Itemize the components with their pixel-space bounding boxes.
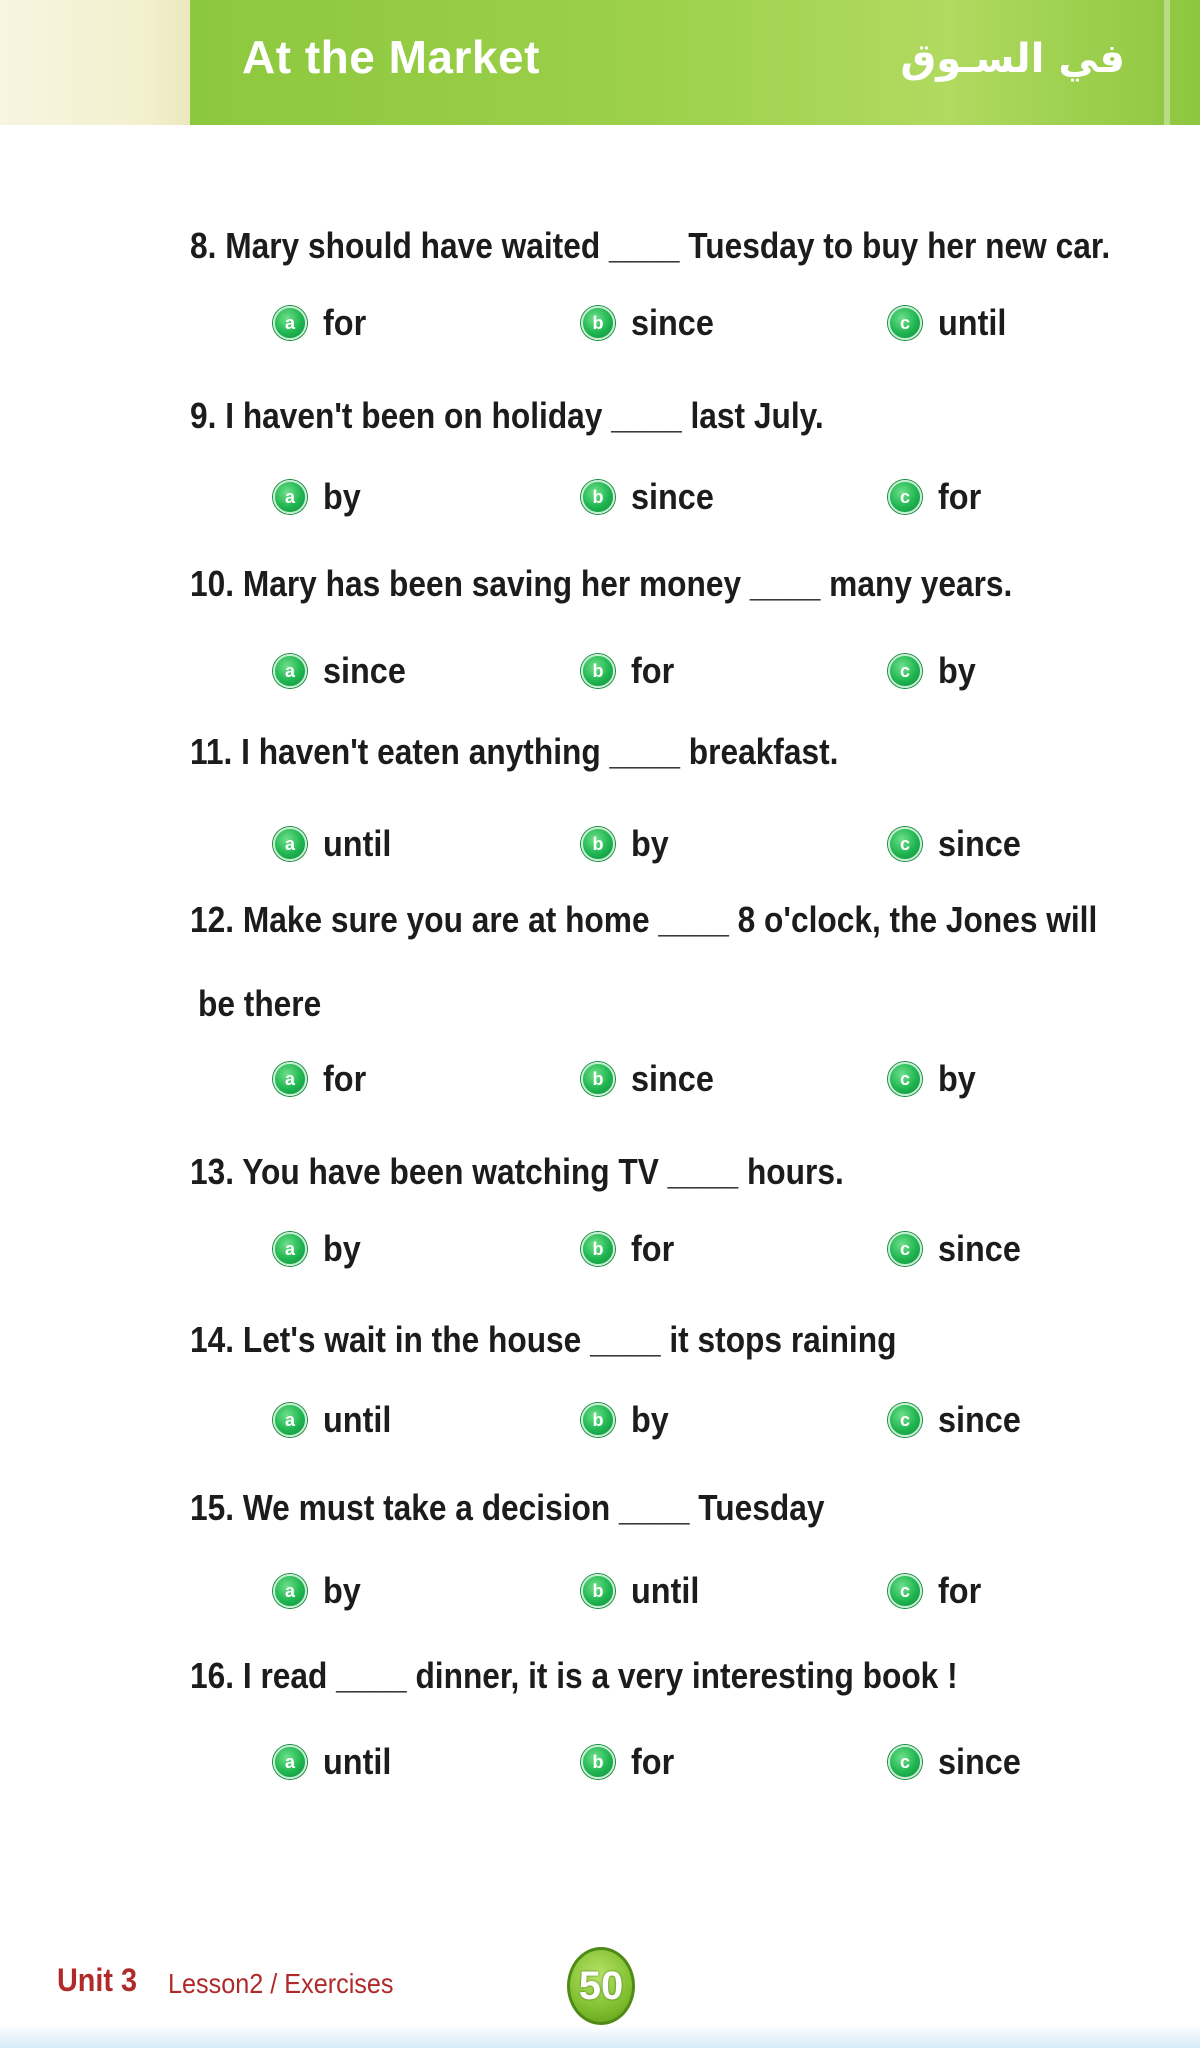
option-label: since (323, 650, 406, 691)
footer-bar (0, 2025, 1200, 2048)
option-a-icon: a (273, 1574, 307, 1608)
option-label: by (631, 1399, 669, 1440)
option-a-icon: a (273, 480, 307, 514)
option-15c[interactable] (888, 1570, 986, 1612)
option-label: since (631, 476, 714, 517)
option-12c[interactable] (888, 1058, 980, 1100)
question-10: 10. Mary has been saving her money ____ many years. (190, 563, 1013, 604)
option-c-icon: c (888, 654, 922, 688)
option-label: by (938, 650, 976, 691)
option-a-icon: a (273, 1232, 307, 1266)
option-label: for (938, 476, 982, 517)
option-a-icon: a (273, 306, 307, 340)
option-c-icon: c (888, 1403, 922, 1437)
option-9a[interactable] (273, 476, 365, 518)
option-label: since (938, 1399, 1021, 1440)
option-label: for (938, 1570, 982, 1611)
header-edge-stripe (1164, 0, 1170, 125)
question-12-continuation: be there (198, 983, 322, 1024)
option-15a[interactable] (273, 1570, 365, 1612)
page-header (0, 0, 1200, 125)
option-c-icon: c (888, 1062, 922, 1096)
page-number-badge (567, 1947, 635, 2025)
question-9: 9. I haven't been on holiday ____ last July. (190, 395, 824, 436)
option-13b[interactable] (581, 1228, 679, 1270)
option-11c[interactable] (888, 823, 1030, 865)
question-14: 14. Let's wait in the house ____ it stops raining (190, 1319, 897, 1360)
option-12a[interactable] (273, 1058, 371, 1100)
question-15: 15. We must take a decision ____ Tuesday (190, 1487, 825, 1528)
option-16b[interactable] (581, 1741, 679, 1783)
question-16: 16. I read ____ dinner, it is a very interesting book ! (190, 1655, 958, 1696)
option-c-icon: c (888, 306, 922, 340)
option-b-icon: b (581, 480, 615, 514)
option-14c[interactable] (888, 1399, 1030, 1441)
option-10a[interactable] (273, 650, 415, 692)
question-11: 11. I haven't eaten anything ____ breakfast. (190, 731, 839, 772)
option-label: since (938, 1741, 1021, 1782)
option-label: by (323, 1228, 361, 1269)
option-11a[interactable] (273, 823, 399, 865)
option-label: for (631, 650, 675, 691)
option-13c[interactable] (888, 1228, 1030, 1270)
option-a-icon: a (273, 1403, 307, 1437)
option-label: by (323, 476, 361, 517)
option-a-icon: a (273, 654, 307, 688)
option-c-icon: c (888, 1574, 922, 1608)
page-number: 50 (578, 1963, 624, 2008)
option-b-icon: b (581, 1745, 615, 1779)
option-label: until (323, 1399, 392, 1440)
option-16c[interactable] (888, 1741, 1030, 1783)
option-b-icon: b (581, 1062, 615, 1096)
option-9b[interactable] (581, 476, 723, 518)
option-a-icon: a (273, 1745, 307, 1779)
option-b-icon: b (581, 1403, 615, 1437)
option-label: by (938, 1058, 976, 1099)
arabic-title: في السـوق (900, 36, 1125, 82)
question-12: 12. Make sure you are at home ____ 8 o'clock, the Jones will (190, 899, 1098, 940)
option-12b[interactable] (581, 1058, 723, 1100)
option-label: for (631, 1741, 675, 1782)
option-label: since (938, 823, 1021, 864)
lesson-label: Lesson2 / Exercises (168, 1968, 394, 1999)
option-b-icon: b (581, 1574, 615, 1608)
option-16a[interactable] (273, 1741, 399, 1783)
option-label: for (323, 302, 367, 343)
option-8c[interactable] (888, 302, 1014, 344)
page-title: At the Market (242, 31, 540, 83)
header-left-panel (0, 0, 191, 125)
option-b-icon: b (581, 827, 615, 861)
option-label: since (631, 302, 714, 343)
option-c-icon: c (888, 480, 922, 514)
option-b-icon: b (581, 654, 615, 688)
option-label: since (938, 1228, 1021, 1269)
option-10b[interactable] (581, 650, 679, 692)
option-9c[interactable] (888, 476, 986, 518)
option-a-icon: a (273, 827, 307, 861)
option-14a[interactable] (273, 1399, 399, 1441)
option-c-icon: c (888, 1745, 922, 1779)
option-label: until (938, 302, 1007, 343)
option-label: until (631, 1570, 700, 1611)
question-8: 8. Mary should have waited ____ Tuesday to buy her new car. (190, 225, 1111, 266)
option-label: by (631, 823, 669, 864)
option-label: for (323, 1058, 367, 1099)
question-13: 13. You have been watching TV ____ hours. (190, 1151, 844, 1192)
option-label: for (631, 1228, 675, 1269)
option-14b[interactable] (581, 1399, 673, 1441)
option-10c[interactable] (888, 650, 980, 692)
unit-label: Unit 3 (57, 1962, 138, 1998)
option-a-icon: a (273, 1062, 307, 1096)
option-8b[interactable] (581, 302, 723, 344)
option-c-icon: c (888, 1232, 922, 1266)
option-label: until (323, 823, 392, 864)
option-label: until (323, 1741, 392, 1782)
option-label: since (631, 1058, 714, 1099)
option-11b[interactable] (581, 823, 673, 865)
option-13a[interactable] (273, 1228, 365, 1270)
option-label: by (323, 1570, 361, 1611)
option-b-icon: b (581, 306, 615, 340)
option-15b[interactable] (581, 1570, 707, 1612)
option-8a[interactable] (273, 302, 371, 344)
option-c-icon: c (888, 827, 922, 861)
option-b-icon: b (581, 1232, 615, 1266)
